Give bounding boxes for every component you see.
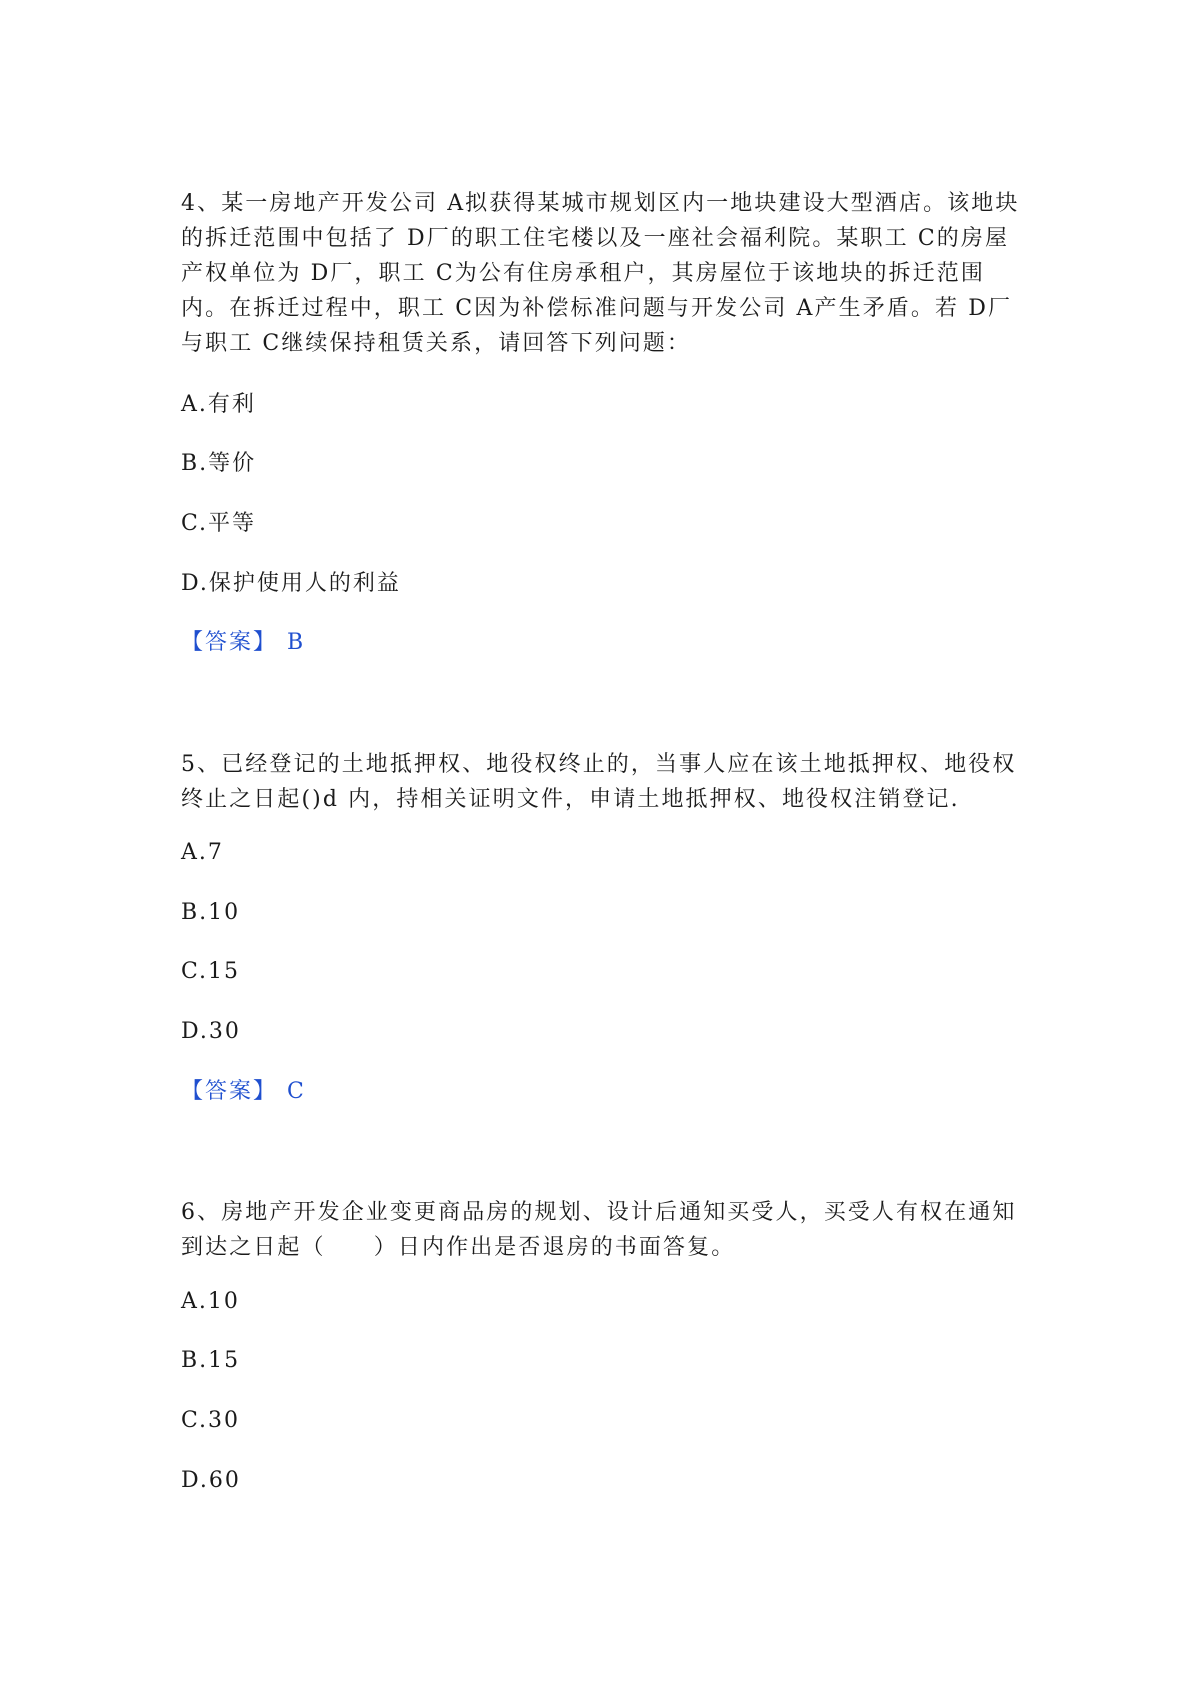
question-6-option-a: A.10 <box>181 1289 240 1314</box>
answer-label: 【答案】 <box>181 630 278 655</box>
question-4-option-b: B.等价 <box>181 451 257 476</box>
stem-line: 产权单位为 D厂，职工 C为公有住房承租户，其房屋位于该地块的拆迁范围 <box>181 261 985 286</box>
answer-value: B <box>287 630 304 655</box>
stem-line: 6、房地产开发企业变更商品房的规划、设计后通知买受人，买受人有权在通知 <box>181 1200 1017 1225</box>
question-6-option-b: B.15 <box>181 1348 241 1373</box>
question-4-stem <box>181 186 1020 361</box>
stem-line: 4、某一房地产开发公司 A拟获得某城市规划区内一地块建设大型酒店。该地块 <box>181 191 1020 216</box>
question-5-stem <box>181 747 1016 817</box>
stem-line: 的拆迁范围中包括了 D厂的职工住宅楼以及一座社会福利院。某职工 C的房屋 <box>181 226 1010 251</box>
question-5-option-b: B.10 <box>181 900 241 925</box>
question-5-option-d: D.30 <box>181 1019 241 1044</box>
stem-line: 内。在拆迁过程中，职工 C因为补偿标准问题与开发公司 A产生矛盾。若 D厂 <box>181 296 1013 321</box>
question-4-option-c: C.平等 <box>181 511 257 536</box>
answer-label: 【答案】 <box>181 1079 278 1104</box>
stem-line: 5、已经登记的土地抵押权、地役权终止的，当事人应在该土地抵押权、地役权 <box>181 752 1017 777</box>
stem-line: 与职工 C继续保持租赁关系，请回答下列问题： <box>181 331 692 356</box>
question-5-option-c: C.15 <box>181 959 241 984</box>
stem-line: 终止之日起()d 内，持相关证明文件，申请土地抵押权、地役权注销登记. <box>181 787 960 812</box>
question-5-answer <box>181 1077 304 1107</box>
question-4-option-a: A.有利 <box>181 392 256 417</box>
answer-value: C <box>287 1079 304 1104</box>
question-6-stem <box>181 1195 1016 1265</box>
question-5-option-a: A.7 <box>181 840 224 865</box>
stem-line: 到达之日起（ ）日内作出是否退房的书面答复。 <box>181 1235 736 1260</box>
question-6-option-d: D.60 <box>181 1468 241 1493</box>
question-4-answer <box>181 628 303 658</box>
question-4-option-d: D.保护使用人的利益 <box>181 571 401 596</box>
question-6-option-c: C.30 <box>181 1408 241 1433</box>
